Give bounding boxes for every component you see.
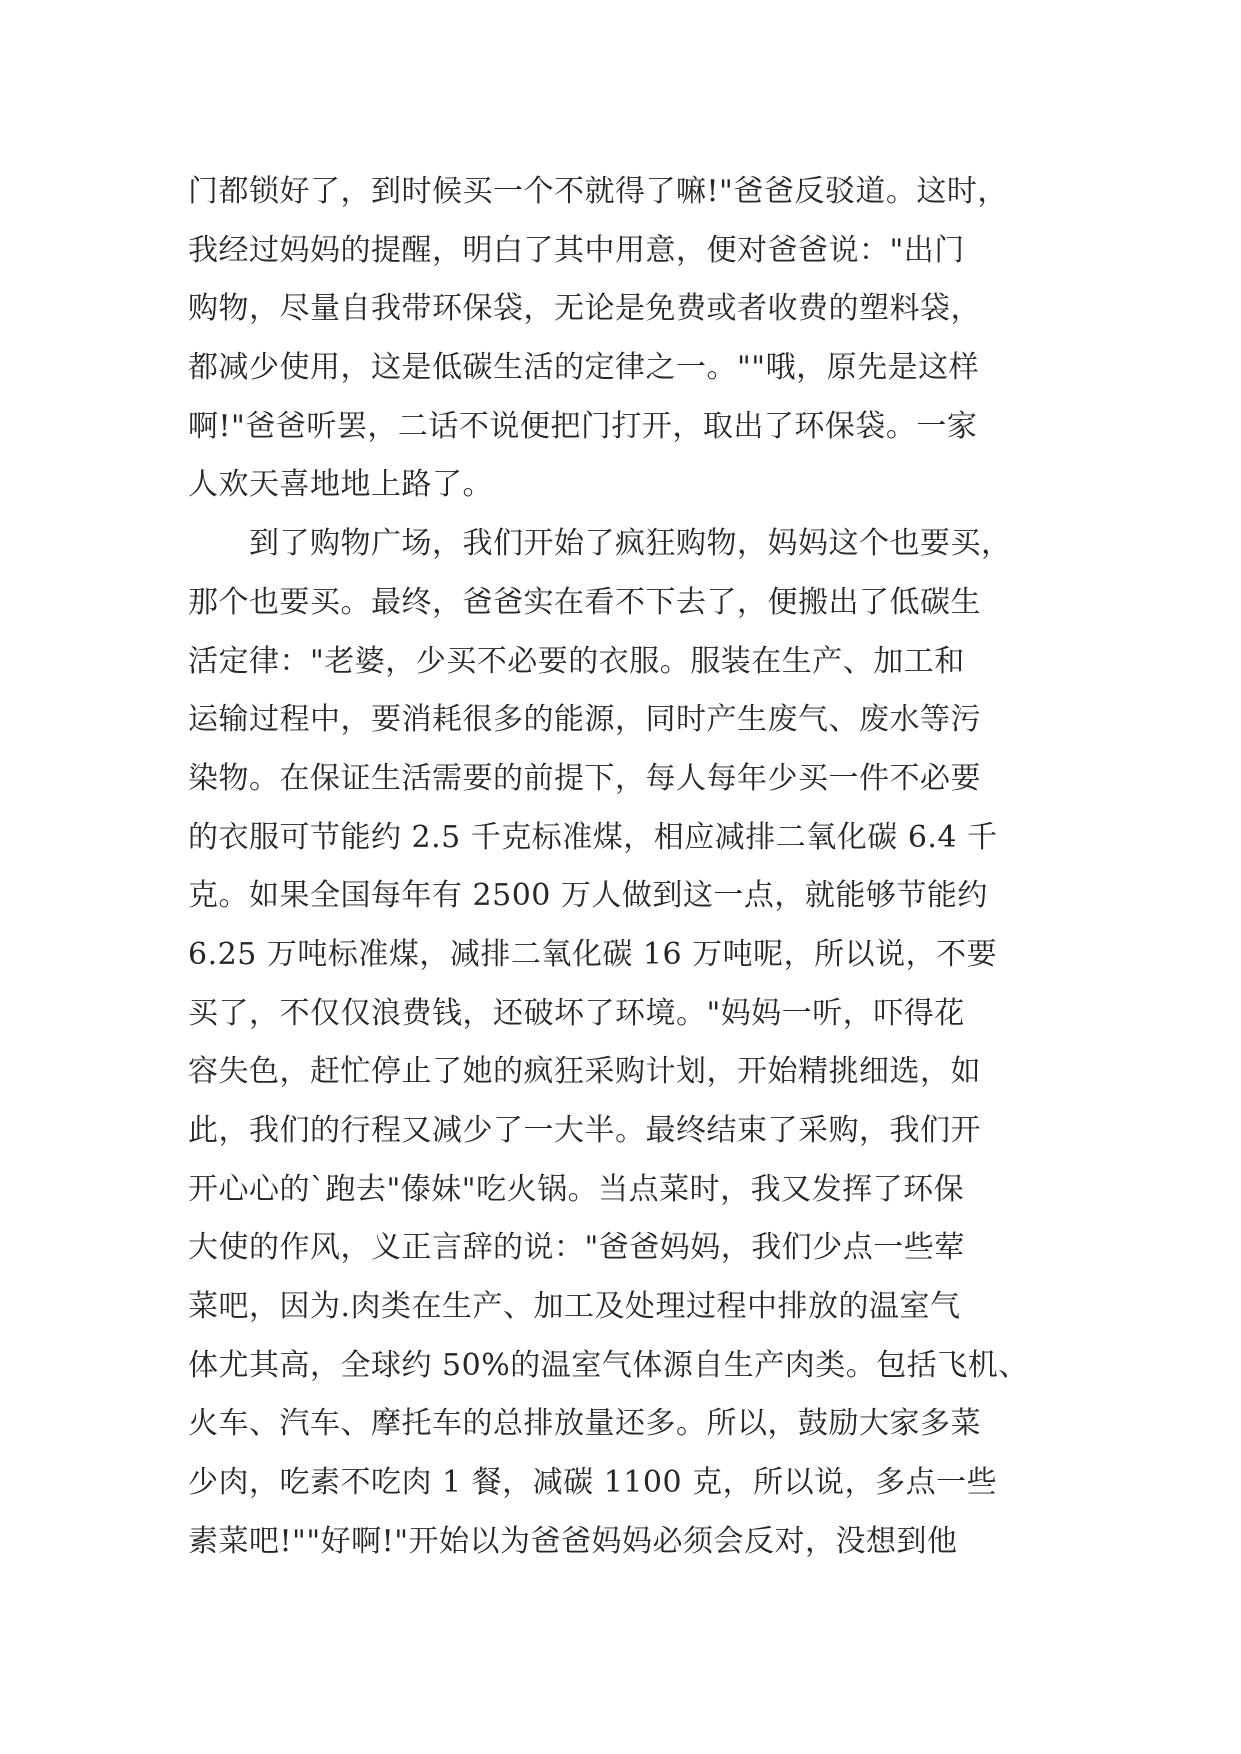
- text-line: 运输过程中，要消耗很多的能源，同时产生废气、废水等污: [188, 702, 981, 738]
- text-line: 体尤其高，全球约 50%的温室气体源自生产肉类。包括飞机、: [188, 1347, 1029, 1383]
- text-line: 素菜吧!""好啊!"开始以为爸爸妈妈必须会反对，没想到他: [188, 1523, 958, 1559]
- text-line: 人欢天喜地地上路了。: [188, 467, 493, 503]
- text-line: 染物。在保证生活需要的前提下，每人每年少买一件不必要: [188, 760, 981, 796]
- text-line: 开心心的`跑去"傣妹"吃火锅。当点菜时，我又发挥了环保: [188, 1171, 965, 1207]
- text-line: 都减少使用，这是低碳生活的定律之一。""哦，原先是这样: [188, 350, 980, 386]
- text-line: 容失色，赶忙停止了她的疯狂采购计划，开始精挑细选，如: [188, 1054, 981, 1090]
- text-line: 那个也要买。最终，爸爸实在看不下去了，便搬出了低碳生: [188, 584, 981, 620]
- text-line: 此，我们的行程又减少了一大半。最终结束了采购，我们开: [188, 1113, 981, 1148]
- text-line: 菜吧，因为.肉类在生产、加工及处理过程中排放的温室气: [188, 1289, 961, 1325]
- text-line: 克。如果全国每年有 2500 万人做到这一点，就能够节能约: [188, 878, 988, 914]
- text-line: 火车、汽车、摩托车的总排放量还多。所以，鼓励大家多菜: [188, 1406, 981, 1442]
- text-line: 啊!"爸爸听罢，二话不说便把门打开，取出了环保袋。一家: [188, 408, 978, 444]
- text-line: 购物，尽量自我带环保袋，无论是免费或者收费的塑料袋，: [188, 291, 981, 327]
- text-line: 到了购物广场，我们开始了疯狂购物，妈妈这个也要买，: [188, 526, 1012, 562]
- text-line: 6.25 万吨标准煤，减排二氧化碳 16 万吨呢，所以说，不要: [188, 936, 998, 972]
- text-line: 我经过妈妈的提醒，明白了其中用意，便对爸爸说："出门: [188, 232, 965, 268]
- body-text: [188, 163, 1068, 1572]
- text-line: 活定律："老婆，少买不必要的衣服。服装在生产、加工和: [188, 643, 965, 679]
- text-line: 少肉，吃素不吃肉 1 餐，减碳 1100 克，所以说，多点一些: [188, 1465, 998, 1501]
- text-line: 买了，不仅仅浪费钱，还破坏了环境。"妈妈一听，吓得花: [188, 995, 965, 1031]
- text-line: 的衣服可节能约 2.5 千克标准煤，相应减排二氧化碳 6.4 千: [188, 819, 998, 855]
- text-line: 门都锁好了，到时候买一个不就得了嘛!"爸爸反驳道。这时，: [188, 174, 1008, 209]
- text-line: 大使的作风，义正言辞的说："爸爸妈妈，我们少点一些荤: [188, 1230, 965, 1266]
